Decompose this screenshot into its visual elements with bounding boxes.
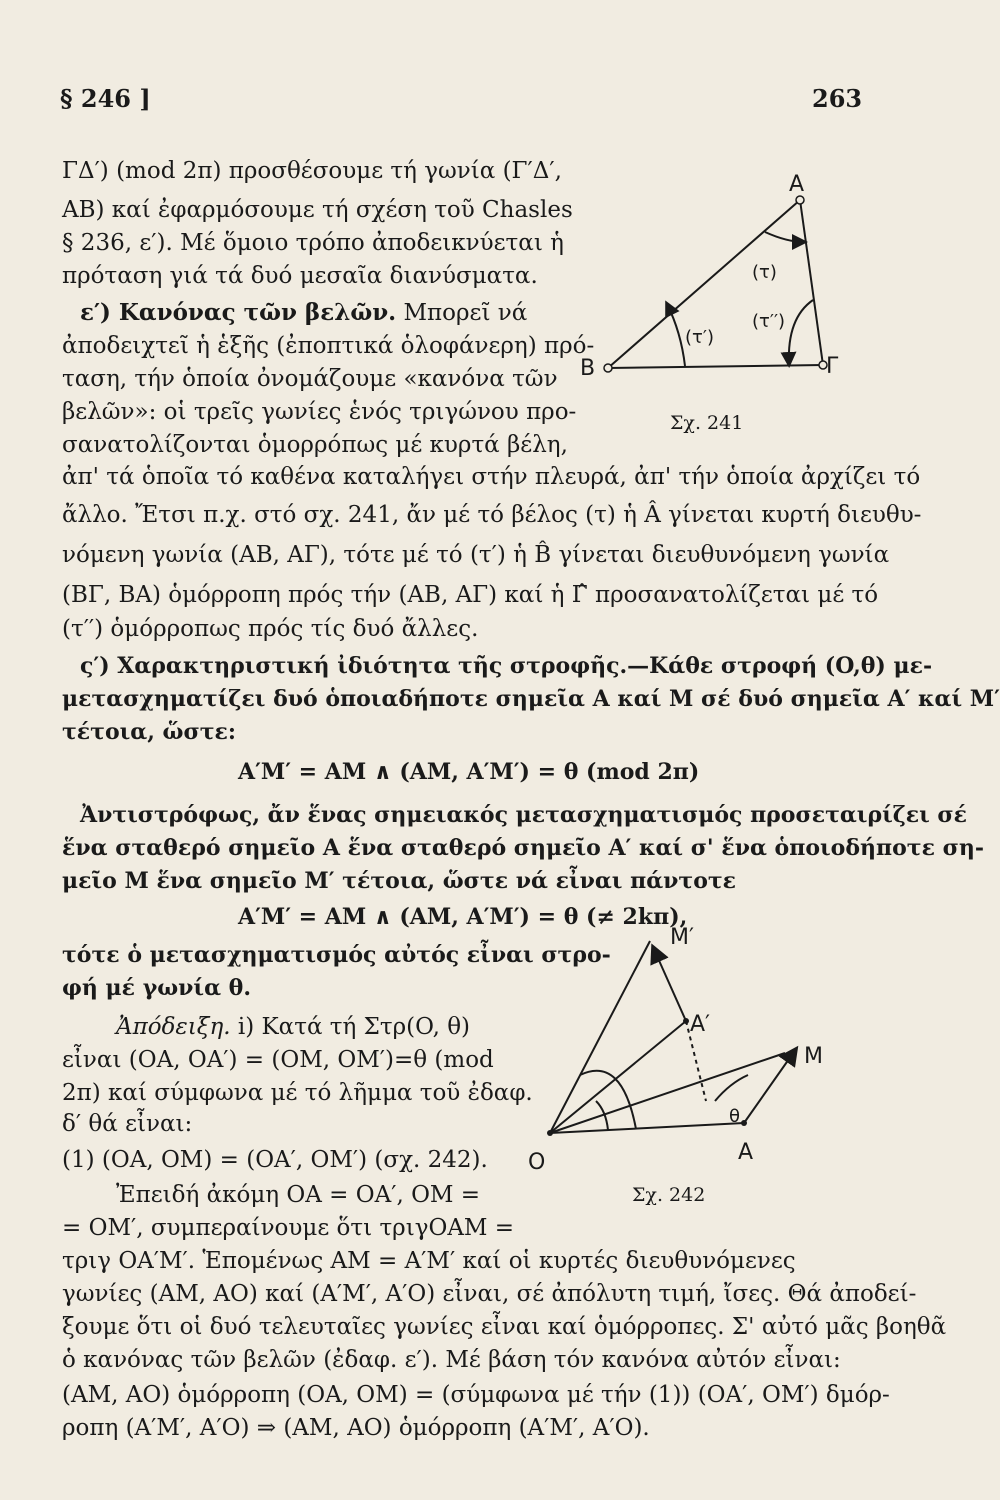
text-line-24: 2π) καί σύμφωνα μέ τό λῆμμα τοῦ ἐδαφ. bbox=[62, 1080, 533, 1106]
formula-2: A′M′ = AM ∧ (AM, A′M′) = θ (≠ 2kπ), bbox=[238, 904, 688, 930]
arc-theta bbox=[715, 1075, 748, 1101]
paragraph-e-line bbox=[80, 298, 527, 328]
text-line-26: (1) (OA, OM) = (OA′, OM′) (σχ. 242). bbox=[62, 1147, 488, 1173]
text-line-8: βελῶν»: οἱ τρεῖς γωνίες ἑνός τριγώνου προ- bbox=[62, 399, 577, 425]
label-A-241: A bbox=[789, 172, 805, 197]
label-A1-242: A′ bbox=[690, 1012, 711, 1037]
text-line-33: (AM, AO) ὁμόρροπη (OA, OM) = (σύμφωνα μέ τήν (1)) (OA′, OM′) δμόρ- bbox=[62, 1382, 890, 1408]
text-line-1: ΓΔ′) (mod 2π) προσθέσουμε τή γωνία (Γ′Δ′, bbox=[62, 158, 562, 184]
text-line-29: τριγ OA′M′. Ἑπομένως AM = A′M′ καί οἱ κυρτές διευθυνόμενες bbox=[62, 1248, 796, 1274]
text-line-17: Ἀντιστρόφως, ἄν ἕνας σημειακός μετασχηματισμός προσεταιρίζει σέ bbox=[80, 802, 968, 828]
text-line-31: ξουμε ὅτι οἱ δυό τελευταῖες γωνίες εἶναι καί ὁμόρροπες. Σ' αὐτό μᾶς βοηθᾶ bbox=[62, 1314, 947, 1340]
text-line-27: Ἐπειδή ἀκόμη OA = OA′, OM = bbox=[116, 1182, 481, 1208]
text-line-28: = OM′, συμπεραίνουμε ὅτι τριγOAM = bbox=[62, 1215, 515, 1241]
text-line-6: ἀποδειχτεῖ ἡ ἑξῆς (ἐποπτικά ὁλοφάνερη) πρό- bbox=[62, 333, 595, 359]
text-line-5: Μπορεῖ νά bbox=[403, 300, 528, 326]
arrow-tau bbox=[765, 232, 804, 242]
text-line-9: σανατολίζονται ὁμορρόπως μέ κυρτά βέλη, bbox=[62, 432, 568, 458]
text-line-11: ἄλλο. Ἔτσι π.χ. στό σχ. 241, ἄν μέ τό βέλος (τ) ἡ Â γίνεται κυρτή διευθυ- bbox=[62, 502, 922, 528]
text-line-16: τέτοια, ὥστε: bbox=[62, 719, 237, 745]
text-line-18: ἕνα σταθερό σημεῖο A ἕνα σταθερό σημεῖο A′ καί σ' ἕνα ὁποιοδήποτε ση- bbox=[62, 835, 984, 861]
formula-1: A′M′ = AM ∧ (AM, A′M′) = θ (mod 2π) bbox=[238, 759, 700, 785]
text-line-30: γωνίες (AM, AO) καί (A′M′, A′O) εἶναι, σέ ἀπόλυτη τιμή, ἴσες. Θά ἀποδεί- bbox=[62, 1281, 917, 1307]
text-line-21: φή μέ γωνία θ. bbox=[62, 975, 251, 1001]
heading-s: ς′) Χαρακτηριστική ἰδιότητα τῆς στροφῆς.—Κάθε στροφή (O,θ) με- bbox=[80, 653, 933, 679]
text-line-4: πρόταση γιά τά δυό μεσαῖα διανύσματα. bbox=[62, 263, 538, 289]
proof-line bbox=[116, 1012, 470, 1042]
label-G-241: Γ bbox=[826, 354, 839, 379]
heading-e: ε′) Κανόνας τῶν βελῶν. bbox=[80, 299, 397, 326]
vector-ApMp bbox=[653, 947, 686, 1021]
arrow-tau2 bbox=[789, 300, 813, 364]
label-B-241: B bbox=[580, 356, 596, 381]
text-line-12: νόμενη γωνία (AB, AΓ), τότε μέ τό (τ′) ἡ B̂ γίνεται διευθυνόμενη γωνία bbox=[62, 542, 890, 568]
text-line-2: AB) καί ἐφαρμόσουμε τή σχέση τοῦ Chasles bbox=[62, 197, 573, 223]
section-header: § 246 ] bbox=[60, 84, 151, 113]
figure-242 bbox=[510, 925, 830, 1165]
text-line-13: (BΓ, BA) ὁμόρροπη πρός τήν (AB, AΓ) καί ἡ Γ̂ προσανατολίζεται μέ τό bbox=[62, 582, 879, 608]
text-line-34: ροπη (A′M′, A′O) ⇒ (AM, AO) ὁμόρροπη (A′M′, A′O). bbox=[62, 1415, 650, 1441]
text-line-14: (τ′′) ὁμόρροπως πρός τίς δυό ἄλλες. bbox=[62, 616, 479, 642]
text-line-19: μεῖο M ἕνα σημεῖο M′ τέτοια, ὥστε νά εἶναι πάντοτε bbox=[62, 868, 737, 894]
text-line-3: § 236, ε′). Μέ ὅμοιο τρόπο ἀποδεικνύεται ἡ bbox=[62, 230, 564, 256]
text-line-32: ὁ κανόνας τῶν βελῶν (ἐδαφ. ε′). Μέ βάση τόν κανόνα αὐτόν εἶναι: bbox=[62, 1347, 841, 1373]
text-line-15: μετασχηματίζει δυό ὁποιαδήποτε σημεῖα A καί M σέ δυό σημεῖα A′ καί M′ bbox=[62, 686, 1000, 712]
label-M1-242: M′ bbox=[670, 925, 694, 950]
text-line-25: δ′ θά εἶναι: bbox=[62, 1111, 193, 1137]
caption-fig-241: Σχ. 241 bbox=[670, 412, 744, 434]
text-line-7: ταση, τήν ὁποία ὀνομάζουμε «κανόνα τῶν bbox=[62, 366, 558, 392]
page-number: 263 bbox=[812, 84, 863, 113]
label-tau1: (τ′) bbox=[685, 327, 714, 348]
vector-AM bbox=[744, 1049, 796, 1123]
heading-proof: Ἀπόδειξη. bbox=[116, 1014, 231, 1040]
text-line-22: i) Κατά τή Στρ(O, θ) bbox=[237, 1014, 471, 1040]
label-O-242: O bbox=[528, 1150, 546, 1175]
text-line-23: εἶναι (OA, OA′) = (OM, OM′)=θ (mod bbox=[62, 1047, 494, 1073]
figure-241 bbox=[575, 170, 865, 430]
label-tau2: (τ′′) bbox=[752, 311, 786, 332]
text-line-10: ἀπ' τά ὁποῖα τό καθένα καταλήγει στήν πλευρά, ἀπ' τήν ὁποία ἀρχίζει τό bbox=[62, 464, 921, 490]
label-theta-242: θ bbox=[729, 1106, 741, 1127]
label-tau: (τ) bbox=[752, 262, 777, 283]
label-M-242: M bbox=[804, 1044, 823, 1069]
text-line-20: τότε ὁ μετασχηματισμός αὐτός εἶναι στρο- bbox=[62, 942, 611, 968]
segment-OAp bbox=[550, 1021, 686, 1133]
caption-fig-242: Σχ. 242 bbox=[632, 1184, 706, 1206]
segment-OA bbox=[550, 1123, 744, 1133]
label-A-242: A bbox=[738, 1140, 754, 1165]
